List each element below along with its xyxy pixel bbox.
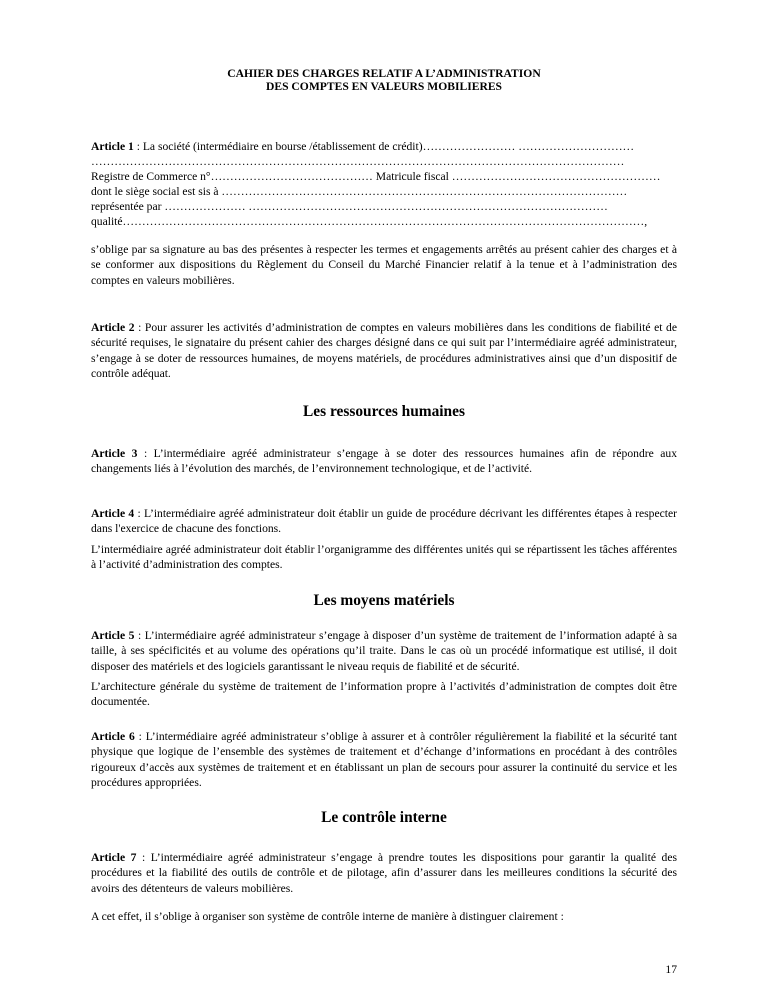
article7-text: : L’intermédiaire agréé administrateur s’engage à prendre toutes les dispositions pour garantir la qualité des procédures et la fiabilité des outils de contrôle et de pilotage, afin d’assurer dans les meilleures conditions la sécurité des avoirs des détenteurs de valeurs mobilières. bbox=[91, 851, 678, 895]
section-heading-ressources-humaines: Les ressources humaines bbox=[303, 403, 465, 420]
article7-paragraph bbox=[91, 850, 677, 896]
article2-text: : Pour assurer les activités d’administration de comptes en valeurs mobilières dans les conditions de fiabilité et de sécurité requises, le signataire du présent cahier des charges désigné dans ce qui suit par l’intermédiaire agréé administrateur, s’engage à se doter de ressources humaines, de moyens matériels, de procédures administratives ainsi que d’un dispositif de contrôle adéquat. bbox=[91, 321, 677, 380]
article4-label: Article 4 bbox=[91, 507, 135, 520]
article1-line2: ………………………………………………………………………………………………………………………… bbox=[91, 155, 625, 168]
document-title-line1: CAHIER DES CHARGES RELATIF A L’ADMINISTRATION bbox=[227, 67, 541, 80]
section-heading-controle-interne: Le contrôle interne bbox=[321, 809, 447, 826]
article5-label: Article 5 bbox=[91, 629, 135, 642]
article1-line3: Registre de Commerce n°…………………………………… Matricule fiscal ……………………………………………… bbox=[91, 170, 661, 183]
article1-label: Article 1 bbox=[91, 140, 134, 153]
article6-paragraph bbox=[91, 729, 677, 790]
article6-label: Article 6 bbox=[91, 730, 135, 743]
article3-text: : L’intermédiaire agréé administrateur s’engage à se doter des ressources humaines afin de répondre aux changements liés à l’évolution des marchés, de l’environnement technologique, et de l’activité. bbox=[91, 447, 677, 476]
section-heading-moyens-materiels: Les moyens matériels bbox=[313, 592, 455, 609]
article1-text: s’oblige par sa signature au bas des présentes à respecter les termes et engagements arrêtés au présent cahier des charges et à se conformer aux dispositions du Règlement du Conseil du Marché Financier relatif à la tenue et à l’administration des comptes en valeurs mobilières. bbox=[91, 243, 677, 287]
article5-text: : L’intermédiaire agréé administrateur s’engage à disposer d’un système de traitement de l’information adapté à sa taille, à ses spécificités et au volume des opérations qu’il traite. Dans le cas où un procédé informatique est utilisé, il doit disposer des matériels et des logiciels garantissant le niveau requis de fiabilité et de sécurité. bbox=[91, 629, 678, 673]
article3-paragraph bbox=[91, 446, 677, 477]
article4-paragraph bbox=[91, 506, 677, 537]
article4-text2: L’intermédiaire agréé administrateur doit établir l’organigramme des différentes unités qui se répartissent les tâches afférentes à l’activité d’administration des comptes. bbox=[91, 543, 677, 572]
article2-paragraph bbox=[91, 320, 677, 381]
article5-paragraph bbox=[91, 628, 677, 674]
page-number: 17 bbox=[665, 963, 677, 976]
article5-text2: L’architecture générale du système de traitement de l’information propre à l’activités d’administration de comptes doit être documentée. bbox=[91, 680, 677, 709]
article4-text: : L’intermédiaire agréé administrateur doit établir un guide de procédure décrivant les différentes étapes à respecter dans l'exercice de chacune des fonctions. bbox=[91, 507, 677, 536]
article1-line5: représentée par ………………… ………………………………………………………………………………… bbox=[91, 200, 608, 213]
article1-line4: dont le siège social est sis à …………………………………………………………………………………………… bbox=[91, 185, 628, 198]
article1-line1 bbox=[91, 139, 677, 154]
article2-label: Article 2 bbox=[91, 321, 135, 334]
article3-label: Article 3 bbox=[91, 447, 138, 460]
article6-text: : L’intermédiaire agréé administrateur s’oblige à assurer et à contrôler régulièrement la fiabilité et la sécurité tant physique que logique de l’ensemble des systèmes de traitement et d’échange d’informations en procédant à des contrôles rigoureux d’accès aux systèmes de traitement et en établissant un plan de secours pour assurer la continuité du service et les procédures appropriées. bbox=[91, 730, 678, 789]
document-title-line2: DES COMPTES EN VALEURS MOBILIERES bbox=[265, 80, 503, 93]
article7-text2: A cet effet, il s’oblige à organiser son système de contrôle interne de manière à distinguer clairement : bbox=[91, 910, 564, 923]
article1-line6: qualité………………………………………………………………………………………………………………………, bbox=[91, 215, 648, 228]
article7-label: Article 7 bbox=[91, 851, 137, 864]
article1-line1-text: : La société (intermédiaire en bourse /établissement de crédit)…………………… ………………………… bbox=[133, 140, 635, 153]
